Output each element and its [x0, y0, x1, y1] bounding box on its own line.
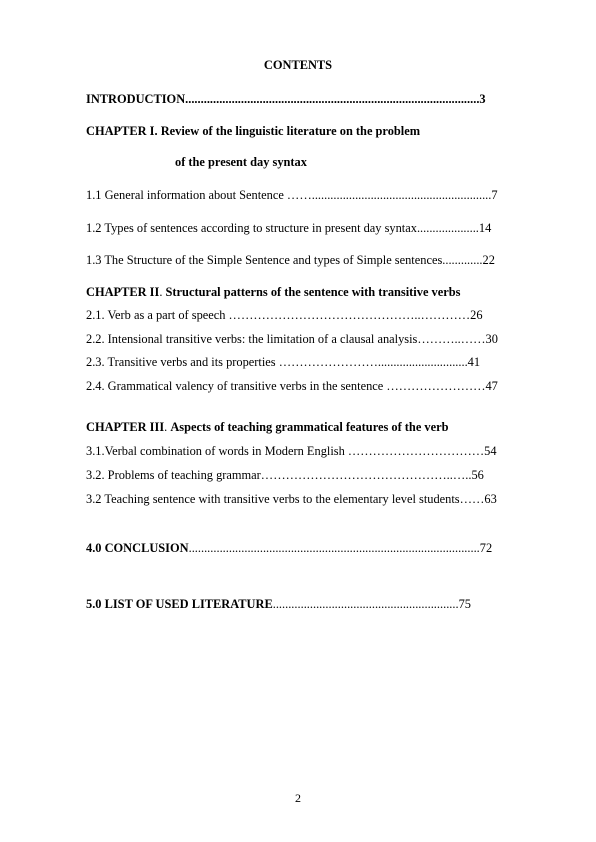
toc-conclusion-dots: ..............................................................................................72 [188, 541, 493, 555]
toc-literature-dots: ............................................................75 [272, 597, 471, 611]
toc-chapter-2-title: Structural patterns of the sentence with transitive verbs [165, 285, 461, 299]
toc-introduction[interactable]: INTRODUCTION...............................................................................................3 [86, 92, 486, 106]
toc-item-1-1[interactable]: 1.1 General information about Sentence ……..........................................................7 [86, 188, 498, 202]
toc-item-2-1[interactable]: 2.1. Verb as a part of speech ………………………………………..…………26 [86, 308, 483, 322]
toc-item-2-2[interactable]: 2.2. Intensional transitive verbs: the limitation of a clausal analysis………..……30 [86, 332, 498, 346]
toc-chapter-2[interactable]: CHAPTER II. Structural patterns of the sentence with transitive verbs [86, 285, 461, 299]
toc-item-3-1[interactable]: 3.1.Verbal combination of words in Modern English ……………………………54 [86, 444, 497, 458]
page-number: 2 [295, 791, 301, 805]
toc-item-1-2[interactable]: 1.2 Types of sentences according to structure in present day syntax....................14 [86, 221, 492, 235]
toc-item-3-2[interactable]: 3.2. Problems of teaching grammar………………………………………..…..56 [86, 468, 484, 482]
toc-conclusion-label: 4.0 CONCLUSION [86, 541, 189, 555]
toc-chapter-3[interactable]: CHAPTER III. Aspects of teaching grammatical features of the verb [86, 420, 449, 434]
toc-literature[interactable] [86, 597, 471, 612]
toc-chapter-3-prefix: CHAPTER III [86, 420, 165, 434]
toc-item-2-4[interactable]: 2.4. Grammatical valency of transitive verbs in the sentence ……………………47 [86, 379, 498, 393]
toc-item-1-3[interactable]: 1.3 The Structure of the Simple Sentence and types of Simple sentences.............22 [86, 253, 495, 267]
toc-item-3-3[interactable]: 3.2 Teaching sentence with transitive verbs to the elementary level students……63 [86, 492, 497, 506]
toc-chapter-1-subtitle[interactable]: of the present day syntax [175, 155, 307, 169]
toc-chapter-3-title: Aspects of teaching grammatical features of the verb [170, 420, 449, 434]
toc-chapter-1-title[interactable]: CHAPTER I. Review of the linguistic literature on the problem [86, 124, 421, 138]
toc-literature-label: 5.0 LIST OF USED LITERATURE [86, 597, 273, 611]
toc-item-2-3[interactable]: 2.3. Transitive verbs and its properties …………………….............................41 [86, 355, 481, 369]
toc-chapter-2-prefix: CHAPTER II [86, 285, 160, 299]
toc-conclusion[interactable] [86, 541, 492, 556]
contents-title: CONTENTS [263, 58, 333, 72]
